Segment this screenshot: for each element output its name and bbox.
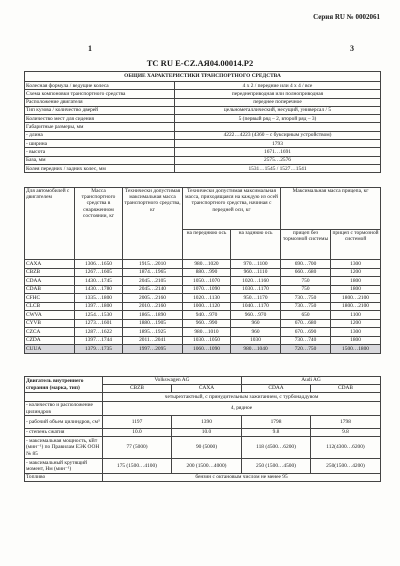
- engine-value-cell: бензин с октановым числом не менее 95: [103, 474, 381, 482]
- general-row-label: - длина: [25, 131, 175, 139]
- engine-row-label: [25, 393, 103, 402]
- max-mass-cell: 1865…1890: [123, 311, 183, 320]
- max-mass-cell: 2045…2105: [123, 277, 183, 286]
- rear-axle-mass-cell: 1030…1170: [231, 285, 281, 294]
- document-title: TC RU E-CZ.AЯ04.00014.P2: [146, 58, 254, 68]
- front-axle-mass-cell: 1000…1120: [183, 302, 231, 311]
- trailer-unbraked-cell: 670…680: [281, 319, 331, 328]
- trailer-braked-cell: 1300: [331, 328, 381, 337]
- max-mass-cell: 1895…1925: [123, 328, 183, 337]
- general-row-label: - ширина: [25, 140, 175, 148]
- max-mass-cell: 2010…2160: [123, 302, 183, 311]
- general-row: [25, 82, 381, 90]
- rear-axle-mass-cell: 1030: [231, 336, 281, 345]
- engine-value-cell: 9.8: [242, 429, 311, 437]
- engine-row: [25, 459, 381, 474]
- engine-value-cell: 250 (1500…4500): [242, 459, 311, 474]
- general-row-label: Схема компоновки транспортного средства: [25, 90, 175, 98]
- engine-code-cell: CDAA: [25, 277, 75, 286]
- serial-number: Серия RU № 0002061: [313, 13, 380, 21]
- general-row-value: переднее поперечное: [175, 98, 381, 106]
- engine-value-cell: 10.0: [103, 429, 172, 437]
- curb-mass-cell: 1430…1745: [75, 277, 123, 286]
- general-row-label: Колея передних / задних колес, мм: [25, 164, 175, 172]
- engine-row-label: - степень сжатия: [25, 429, 103, 437]
- engine-value-cell: 175 (1500…4100): [103, 459, 172, 474]
- maker-audi: Audi AG: [242, 377, 381, 385]
- engine-code-cell: CFHC: [25, 294, 75, 303]
- engine-code-cell: CUUA: [25, 345, 75, 354]
- trailer-braked-cell: 1200: [331, 319, 381, 328]
- max-mass-cell: 1915…2010: [123, 260, 183, 269]
- curb-mass-cell: 1397…1744: [75, 336, 123, 345]
- col-trailer-unbraked-header: прицеп без тормозной системы: [281, 230, 331, 260]
- col-curb-mass-header: Масса транспортного средства в снаряженном состоянии, кг: [75, 188, 123, 260]
- general-row: [25, 131, 381, 139]
- engine-table: [24, 376, 381, 482]
- trailer-unbraked-cell: 690…700: [281, 260, 331, 269]
- engine-value-cell: 250(1500…4200): [311, 459, 381, 474]
- general-title: ОБЩИЕ ХАРАКТЕРИСТИКИ ТРАНСПОРТНОГО СРЕДСТВА: [25, 72, 381, 82]
- engine-code-cell: CLCB: [25, 302, 75, 311]
- trailer-braked-cell: 1300: [331, 260, 381, 269]
- engine-row: [25, 429, 381, 437]
- engine-value-cell: 112(4300…6200): [311, 437, 381, 459]
- trailer-unbraked-cell: 730…750: [281, 302, 331, 311]
- trailer-braked-cell: 1800…2100: [331, 302, 381, 311]
- rear-axle-mass-cell: 1020…1160: [231, 277, 281, 286]
- trailer-braked-cell: 1800: [331, 285, 381, 294]
- front-axle-mass-cell: 1070…1090: [183, 285, 231, 294]
- curb-mass-cell: 1335…1800: [75, 294, 123, 303]
- engine-code-cell: CWVA: [25, 311, 75, 320]
- mass-row: [25, 268, 381, 277]
- engine-model: CDAA: [242, 385, 311, 393]
- trailer-unbraked-cell: 720…750: [281, 345, 331, 354]
- engine-row-label: Топливо: [25, 474, 103, 482]
- engine-value-cell: 200 (1500…4000): [172, 459, 242, 474]
- max-mass-cell: 2005…2160: [123, 294, 183, 303]
- general-row: [25, 98, 381, 106]
- general-row-label: Тип кузова / количество дверей: [25, 106, 175, 114]
- mass-row: [25, 302, 381, 311]
- col-trailer-braked-header: прицеп с тормозной системой: [331, 230, 381, 260]
- engine-code-cell: CDAB: [25, 285, 75, 294]
- general-row-label: Количество мест для сидения: [25, 115, 175, 123]
- trailer-braked-cell: 1200: [331, 268, 381, 277]
- curb-mass-cell: 1430…1780: [75, 285, 123, 294]
- general-row: [25, 156, 381, 164]
- engine-value-cell: 1390: [172, 416, 242, 429]
- engine-row: [25, 437, 381, 459]
- engine-code-cell: CZDA: [25, 336, 75, 345]
- general-row: [25, 90, 381, 98]
- engine-code-cell: CYVB: [25, 319, 75, 328]
- max-mass-cell: 1880…1905: [123, 319, 183, 328]
- general-row-value: 4 x 2 / передние или 4 x 4 / все: [175, 82, 381, 90]
- general-row-label: Расположение двигателя: [25, 98, 175, 106]
- general-row-value: 1793: [175, 140, 381, 148]
- engine-code-cell: CBZB: [25, 268, 75, 277]
- engine-value-cell: 90 (5000): [172, 437, 242, 459]
- engine-row-label: - рабочий объем цилиндров, см³: [25, 416, 103, 429]
- rear-axle-mass-cell: 960…970: [231, 311, 281, 320]
- engine-row: [25, 402, 381, 416]
- engine-model: CBZB: [103, 385, 172, 393]
- col-rear-axle-header: на заднюю ось: [231, 230, 281, 260]
- trailer-braked-cell: 1800: [331, 336, 381, 345]
- curb-mass-cell: 1397…1800: [75, 302, 123, 311]
- engine-value-cell: четырехтактный, с принудительным зажиганием, с турбонаддувом: [103, 393, 381, 402]
- engine-row-label: - максимальный крутящий момент, Нм (мин⁻¹): [25, 459, 103, 474]
- rear-axle-mass-cell: 960: [231, 319, 281, 328]
- trailer-unbraked-cell: 750: [281, 285, 331, 294]
- curb-mass-cell: 1254…1530: [75, 311, 123, 320]
- engine-model: CAXA: [172, 385, 242, 393]
- trailer-unbraked-cell: 730…740: [281, 336, 331, 345]
- general-row-value: 1671…1691: [175, 148, 381, 156]
- front-axle-mass-cell: 940…970: [183, 311, 231, 320]
- front-axle-mass-cell: 960…990: [183, 319, 231, 328]
- general-row: [25, 106, 381, 114]
- mass-row: [25, 294, 381, 303]
- engine-value-cell: 10.0: [172, 429, 242, 437]
- mass-row: [25, 345, 381, 354]
- engine-value-cell: 1798: [242, 416, 311, 429]
- general-row-value: переднеприводная или полноприводная: [175, 90, 381, 98]
- trailer-unbraked-cell: 750: [281, 277, 331, 286]
- rear-axle-mass-cell: 970…1100: [231, 260, 281, 269]
- general-row: [25, 164, 381, 172]
- curb-mass-cell: 1306…1650: [75, 260, 123, 269]
- mass-row: [25, 319, 381, 328]
- trailer-unbraked-cell: 650: [281, 311, 331, 320]
- trailer-unbraked-cell: 730…750: [281, 294, 331, 303]
- mass-row: [25, 336, 381, 345]
- curb-mass-cell: 1379…1735: [75, 345, 123, 354]
- engine-title: Двигатель внутреннего сгорания (марка, тип): [25, 377, 103, 393]
- trailer-unbraked-cell: 660…680: [281, 268, 331, 277]
- mass-table: [24, 187, 381, 354]
- general-row-value: 4222…4223 (4360 – с буксирным устройством): [175, 131, 381, 139]
- engine-value-cell: 118 (4500…6200): [242, 437, 311, 459]
- max-mass-cell: 1997…2095: [123, 345, 183, 354]
- rear-axle-mass-cell: 950…1170: [231, 294, 281, 303]
- engine-value-cell: 4, рядное: [103, 402, 381, 416]
- mass-row: [25, 311, 381, 320]
- engine-code-cell: CZCA: [25, 328, 75, 337]
- mass-row: [25, 277, 381, 286]
- general-row: [25, 140, 381, 148]
- col-axle-mass-header: Технически допустимая максимальная масса, приходящаяся на каждую из осей транспортного средства, начиная с передней оси, кг: [183, 188, 281, 230]
- general-row-value: 1531…1545 / 1527…1541: [175, 164, 381, 172]
- front-axle-mass-cell: 1020…1130: [183, 294, 231, 303]
- general-characteristics-table: [24, 71, 381, 173]
- general-row-value: цельнометаллический, несущий, универсал / 5: [175, 106, 381, 114]
- col-modification-header: Для автомобилей с двигателем: [25, 188, 75, 260]
- general-row-label: Габаритные размеры, мм: [25, 123, 175, 131]
- trailer-braked-cell: 1100: [331, 311, 381, 320]
- engine-row: [25, 393, 381, 402]
- engine-row: [25, 474, 381, 482]
- engine-code-cell: CAXA: [25, 260, 75, 269]
- front-axle-mass-cell: 980…1020: [183, 260, 231, 269]
- engine-value-cell: 1798: [311, 416, 381, 429]
- col-trailer-header: Максимальная масса прицепа, кг: [281, 188, 381, 230]
- engine-value-cell: 1197: [103, 416, 172, 429]
- curb-mass-cell: 1273…1601: [75, 319, 123, 328]
- general-row: [25, 148, 381, 156]
- trailer-braked-cell: 1800: [331, 277, 381, 286]
- engine-row-label: - максимальная мощность, кВт (мин⁻¹) по Правилам ЕЭК ООН № 85: [25, 437, 103, 459]
- page-number-left: 1: [88, 44, 92, 53]
- front-axle-mass-cell: 1050…1070: [183, 277, 231, 286]
- general-row-label: Колесная формула / ведущие колеса: [25, 82, 175, 90]
- general-row: [25, 123, 381, 131]
- front-axle-mass-cell: 980…1010: [183, 328, 231, 337]
- engine-value-cell: 9.8: [311, 429, 381, 437]
- general-row-value: 2575…2576: [175, 156, 381, 164]
- page-number-right: 3: [350, 44, 354, 53]
- rear-axle-mass-cell: 1040…1170: [231, 302, 281, 311]
- engine-row-label: - количество и расположение цилиндров: [25, 402, 103, 416]
- engine-row: [25, 416, 381, 429]
- max-mass-cell: 2045…2140: [123, 285, 183, 294]
- rear-axle-mass-cell: 960: [231, 328, 281, 337]
- rear-axle-mass-cell: 960…1110: [231, 268, 281, 277]
- mass-row: [25, 328, 381, 337]
- curb-mass-cell: 1287…1622: [75, 328, 123, 337]
- max-mass-cell: 2011…2041: [123, 336, 183, 345]
- front-axle-mass-cell: 1030…1050: [183, 336, 231, 345]
- general-row-label: - высота: [25, 148, 175, 156]
- curb-mass-cell: 1267…1605: [75, 268, 123, 277]
- max-mass-cell: 1874…1965: [123, 268, 183, 277]
- mass-row: [25, 260, 381, 269]
- engine-model: CDAB: [311, 385, 381, 393]
- front-axle-mass-cell: 1060…1090: [183, 345, 231, 354]
- trailer-braked-cell: 1500…1800: [331, 345, 381, 354]
- general-row-value: 5 (первый ряд – 2, второй ряд – 3): [175, 115, 381, 123]
- front-axle-mass-cell: 880…990: [183, 268, 231, 277]
- col-max-mass-header: Технически допустимая максимальная масса транспортного средства, кг: [123, 188, 183, 260]
- engine-value-cell: 77 (5000): [103, 437, 172, 459]
- rear-axle-mass-cell: 980…1040: [231, 345, 281, 354]
- maker-volkswagen: Volkswagen AG: [103, 377, 242, 385]
- trailer-unbraked-cell: 670…690: [281, 328, 331, 337]
- mass-row: [25, 285, 381, 294]
- trailer-braked-cell: 1800…2100: [331, 294, 381, 303]
- general-row: [25, 115, 381, 123]
- general-row-label: База, мм: [25, 156, 175, 164]
- general-row-value: [175, 123, 381, 131]
- col-front-axle-header: на переднюю ось: [183, 230, 231, 260]
